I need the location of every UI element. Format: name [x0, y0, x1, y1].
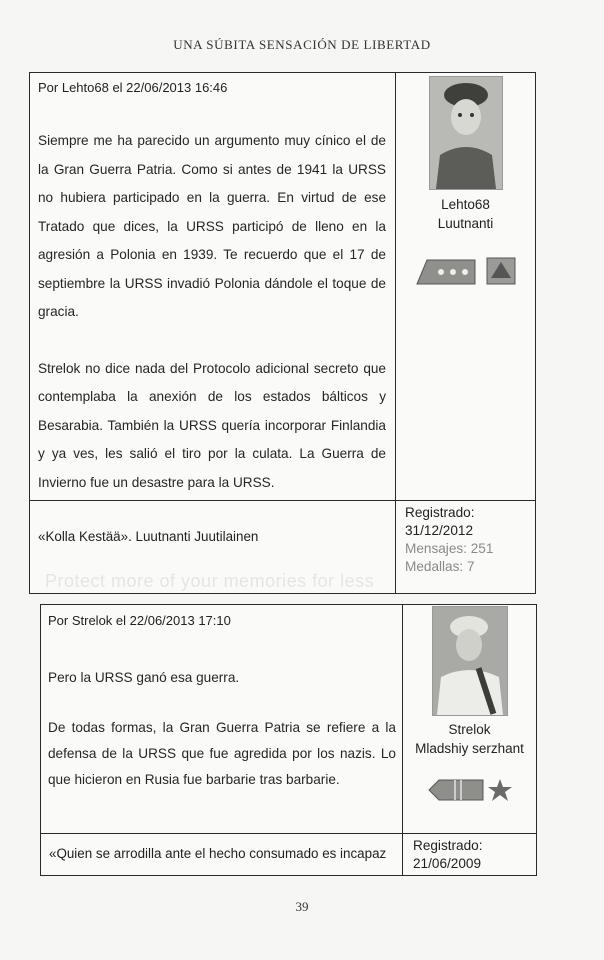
- forum-post-strelok: [40, 604, 537, 876]
- post-paragraph: Pero la URSS ganó esa guerra.: [48, 670, 240, 685]
- registered-date: 21/06/2009: [413, 856, 482, 871]
- registered-label: Registrado:: [405, 505, 475, 520]
- signature: «Quien se arrodilla ante el hecho consumado es incapaz: [49, 846, 387, 861]
- rank-insignia-icon: [425, 776, 515, 804]
- post-paragraph: Strelok no dice nada del Protocolo adicional secreto que contemplaba la anexión de los estados bálticos y Besarabia. También la URSS quería incorporar Finlandia y ya ves, les salió el tiro por la culata. La Guerra de Invierno fue un desastre para la URSS.: [38, 360, 386, 490]
- rank-insignia-icon: [411, 256, 521, 286]
- signature-row: [41, 833, 536, 876]
- forum-post-lehto68: [29, 72, 536, 594]
- registered-date: 31/12/2012: [405, 523, 474, 538]
- author-username[interactable]: Lehto68: [441, 197, 490, 212]
- messages-count: Mensajes: 251: [405, 541, 494, 556]
- rank-insignia: [403, 776, 536, 809]
- post-body: [48, 665, 396, 821]
- soldier-portrait-icon: [433, 607, 507, 715]
- avatar: [429, 76, 503, 190]
- post-body-column: [30, 73, 396, 500]
- signature: «Kolla Kestää». Luutnanti Juutilainen: [38, 529, 259, 544]
- registration-info: [405, 504, 493, 576]
- post-body: [38, 127, 386, 525]
- post-paragraph: De todas formas, la Gran Guerra Patria se refiere a la defensa de la URSS que fue agredida por los nazis. Lo que hicieron en Rusia fue barbarie tras barbarie.: [48, 720, 396, 787]
- post-body-column: [41, 605, 403, 833]
- post-meta: Por Lehto68 el 22/06/2013 16:46: [38, 80, 228, 95]
- medals-count: Medallas: 7: [405, 559, 475, 574]
- soldier-portrait-icon: [430, 77, 502, 189]
- author-rank: Mladshiy serzhant: [415, 741, 524, 756]
- author-username[interactable]: Strelok: [448, 722, 491, 737]
- page-number: 39: [295, 899, 309, 914]
- author-panel: [403, 605, 536, 809]
- rank-insignia: [396, 256, 535, 286]
- registration-info: [413, 837, 483, 873]
- author-panel: [396, 73, 535, 286]
- post-meta: Por Strelok el 22/06/2013 17:10: [48, 613, 231, 628]
- watermark: Protect more of your memories for less: [45, 571, 375, 591]
- page-header: UNA SÚBITA SENSACIÓN DE LIBERTAD: [173, 37, 431, 52]
- author-rank: Luutnanti: [437, 216, 494, 231]
- avatar: [432, 606, 508, 716]
- registered-label: Registrado:: [413, 838, 483, 853]
- post-paragraph: Siempre me ha parecido un argumento muy cínico el de la Gran Guerra Patria. Como si antes de 1941 la URSS no hubiera participado en la guerra. En virtud de ese Tratado que dices, la URSS participó de lleno en la agresión a Polonia en 1939. Te recuerdo que el 17 de septiembre la URSS invadió Polonia dándole el toque de gracia.: [38, 133, 386, 319]
